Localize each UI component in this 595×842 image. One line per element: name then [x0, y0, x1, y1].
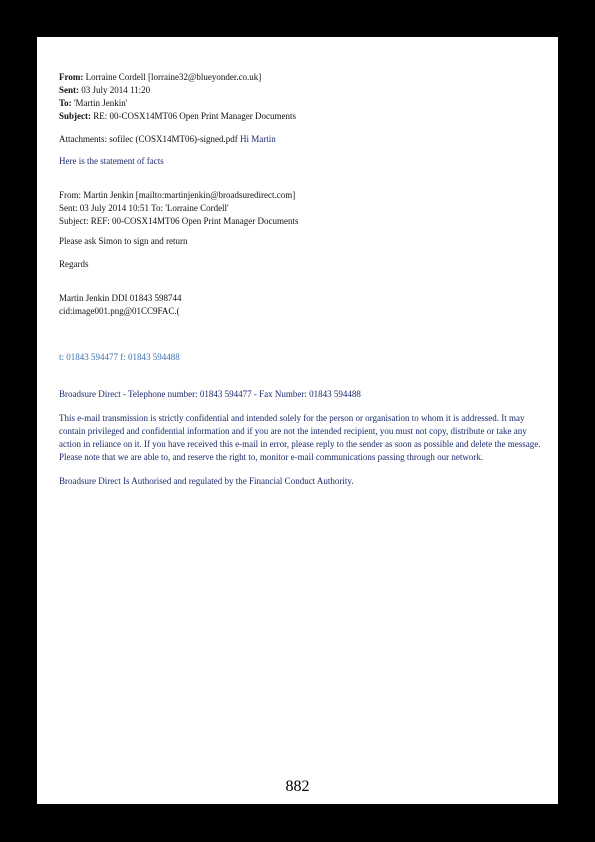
quoted-subject: Subject: REF: 00-COSX14MT06 Open Print Manager Documents	[59, 216, 299, 226]
subject-value: RE: 00-COSX14MT06 Open Print Manager Documents	[93, 111, 296, 121]
footer-regulation: Broadsure Direct Is Authorised and regulated by the Financial Conduct Authority.	[59, 476, 354, 486]
quoted-sent-to: Sent: 03 July 2014 10:51 To: 'Lorraine Cordell'	[59, 203, 229, 213]
subject-label: Subject:	[59, 111, 91, 121]
quoted-body: Please ask Simon to sign and return	[59, 236, 188, 246]
from-value: Lorraine Cordell [lorraine32@blueyonder.co.uk]	[85, 72, 262, 82]
quoted-header	[59, 189, 546, 228]
sent-line	[59, 84, 546, 97]
sent-value: 03 July 2014 11:20	[81, 85, 151, 95]
cid-line: cid:image001.png@01CC9FAC.(	[59, 306, 180, 316]
to-line	[59, 97, 546, 110]
greeting: Hi Martin	[239, 134, 276, 144]
document-page	[37, 37, 558, 804]
contact-line: t: 01843 594477 f: 01843 594488	[59, 352, 180, 362]
from-line	[59, 71, 546, 84]
page-number: 882	[285, 778, 310, 795]
signature-line: Martin Jenkin DDI 01843 598744	[59, 293, 182, 303]
attachments-text: Attachments: sofilec (COSX14MT06)-signed.pdf	[59, 134, 238, 144]
signature-block	[59, 292, 546, 318]
footer-disclaimer: This e-mail transmission is strictly confidential and intended solely for the person or organisation to whom it is addressed. It may contain privileged and confidential information and if you are not the intended recipient, you must not copy, distribute or take any action in reliance on it. If you have received this e-mail in error, please reply to the sender as soon as possible and delete the message. Please note that we are able to, and reserve the right to, monitor e-mail communications passing through our network.	[59, 413, 541, 462]
from-label: From:	[59, 72, 84, 82]
subject-line	[59, 110, 546, 123]
quoted-from: From: Martin Jenkin [mailto:martinjenkin@broadsuredirect.com]	[59, 190, 296, 200]
to-value: 'Martin Jenkin'	[73, 98, 128, 108]
sent-label: Sent:	[59, 85, 79, 95]
email-header	[59, 71, 546, 123]
footer-company: Broadsure Direct - Telephone number: 01843 594477 - Fax Number: 01843 594488	[59, 389, 361, 399]
quoted-regards: Regards	[59, 259, 89, 269]
to-label: To:	[59, 98, 72, 108]
attachments-line	[59, 133, 546, 146]
body-line: Here is the statement of facts	[59, 156, 164, 166]
